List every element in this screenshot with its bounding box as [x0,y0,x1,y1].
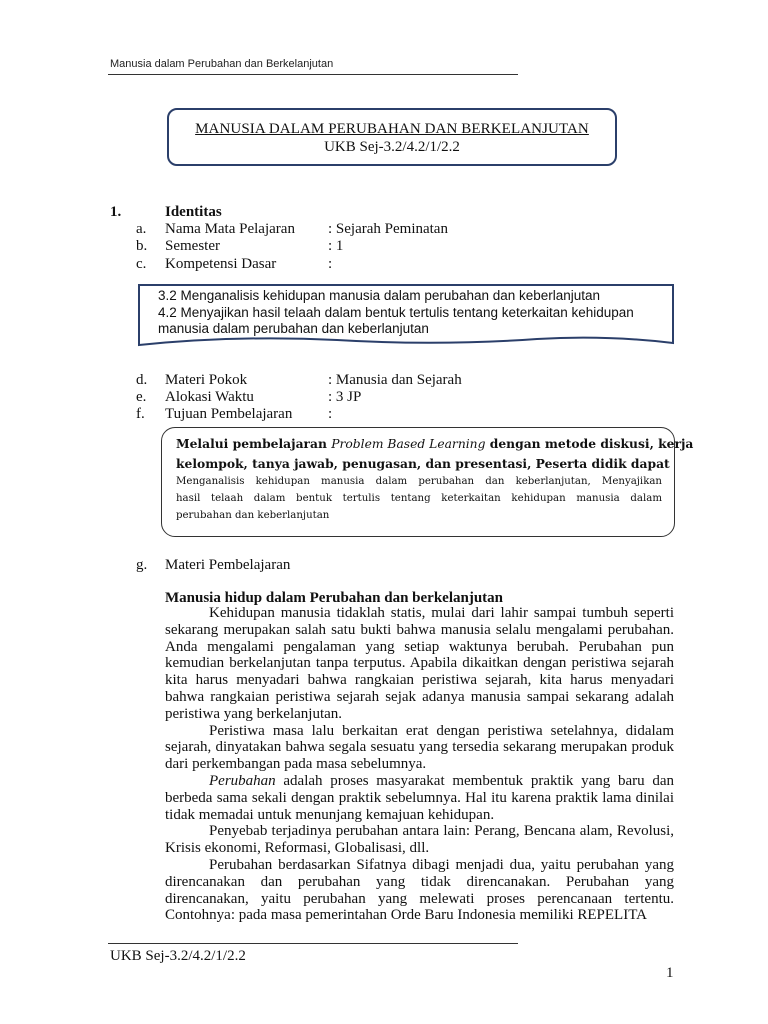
paragraph-3 [165,773,674,823]
tujuan-line-5: perubahan dan keberlanjutan [176,510,330,521]
tujuan-line-1b: dengan metode diskusi, kerja [485,436,694,451]
kd-line-2: 4.2 Menyajikan hasil telaah dalam bentuk tertulis tentang keterkaitan kehidupan [158,304,634,320]
paragraph-3-rest: adalah proses masyarakat membentuk praktik yang baru dan berbeda sama sekali dengan praktik sebelumnya. Hal itu karena praktik lama dinilai tidak memadai untuk menunjang kemajuan kehidupan. [165,772,674,823]
perubahan-term: Perubahan [209,772,276,789]
row-label: Materi Pokok [165,372,248,388]
row-letter: a. [136,221,147,237]
running-header: Manusia dalam Perubahan dan Berkelanjutan [110,58,334,70]
tujuan-line-1a: Melalui pembelajaran [176,436,332,451]
section-number: 1. [110,204,122,220]
tujuan-line-3: Menganalisis kehidupan manusia dalam perubahan dan keberlanjutan, Menyajikan [176,476,662,487]
row-label: Alokasi Waktu [165,389,254,405]
row-value: : 3 JP [328,389,362,405]
row-label: Nama Mata Pelajaran [165,221,295,237]
page-number: 1 [666,965,674,981]
footer-code: UKB Sej-3.2/4.2/1/2.2 [110,948,246,964]
row-label: Materi Pembelajaran [165,557,291,573]
tujuan-line-2: kelompok, tanya jawab, penugasan, dan presentasi, Peserta didik dapat [176,456,670,471]
row-label: Tujuan Pembelajaran [165,406,293,422]
header-rule [108,74,518,75]
tujuan-pbl: Problem Based Learning [331,437,486,451]
paragraph-1: Kehidupan manusia tidaklah statis, mulai dari lahir sampai tumbuh seperti sekarang merupakan salah satu bukti bahwa manusia selalu mengalami perubahan. Anda mengalami pengalaman yang setiap waktunya berubah. Perubahan pun kemudian berkelanjutan tanpa terputus. Apabila dikaitkan dengan peristiwa sejarah kita harus menyadari bahwa rangkaian peristiwa sejarah, kita harus menyadari bahwa rangkaian peristiwa sejarah sejak adanya manusia sampai sekarang adalah peristiwa yang berkelanjutan. [165,605,674,722]
materi-body [165,605,674,924]
title-box [167,108,617,166]
tujuan-pembelajaran-box [161,427,694,537]
document-code: UKB Sej-3.2/4.2/1/2.2 [324,139,460,155]
row-letter: e. [136,389,147,405]
row-value: : [328,406,333,422]
row-label: Kompetensi Dasar [165,256,277,272]
row-value: : 1 [328,238,344,254]
kd-line-1: 3.2 Menganalisis kehidupan manusia dalam perubahan dan keberlanjutan [158,288,601,303]
tujuan-line-1 [176,434,694,454]
row-letter: f. [136,406,145,422]
kd-line-3: manusia dalam perubahan dan keberlanjutan [158,321,429,336]
row-letter: g. [136,557,148,573]
tujuan-line-4: hasil telaah dalam bentuk tertulis tentang keterkaitan kehidupan manusia dalam [176,493,662,504]
row-letter: d. [136,372,148,388]
row-letter: c. [136,256,147,272]
kd-text [158,288,668,338]
document-title: MANUSIA DALAM PERUBAHAN DAN BERKELANJUTAN [195,121,589,137]
paragraph-5: Perubahan berdasarkan Sifatnya dibagi menjadi dua, yaitu perubahan yang direncanakan dan perubahan yang tidak direncanakan. Perubahan yang direncanakan, yaitu perubahan yang melewati proses perencanaan tertentu. Contohnya: pada masa pemerintahan Orde Baru Indonesia memiliki REPELITA [165,856,674,924]
row-value: : Sejarah Peminatan [328,221,448,237]
row-value: : [328,256,333,272]
paragraph-2: Peristiwa masa lalu berkaitan erat dengan peristiwa setelahnya, didalam sejarah, dinyatakan bahwa segala sesuatu yang tersedia sekarang merupakan produk dari perkembangan pada masa sebelumnya. [165,722,674,773]
paragraph-4: Penyebab terjadinya perubahan antara lain: Perang, Bencana alam, Revolusi, Krisis ekonomi, Reformasi, Globalisasi, dll. [165,823,674,857]
footer-rule [108,943,518,944]
tujuan-text [176,434,694,524]
materi-heading: Manusia hidup dalam Perubahan dan berkelanjutan [165,590,504,606]
row-value: : Manusia dan Sejarah [328,372,462,388]
row-label: Semester [165,238,220,254]
section-title: Identitas [165,204,222,220]
row-letter: b. [136,238,148,254]
